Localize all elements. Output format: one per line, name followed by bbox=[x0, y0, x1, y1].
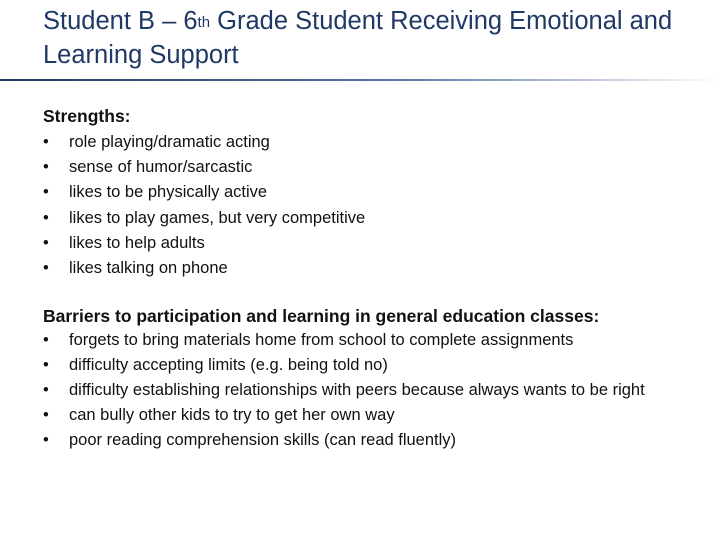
list-item-text: difficulty accepting limits (e.g. being told no) bbox=[69, 356, 388, 374]
list-item bbox=[43, 405, 683, 425]
bullet-icon: • bbox=[43, 233, 49, 252]
list-item-text: poor reading comprehension skills (can read fluently) bbox=[69, 431, 457, 449]
barriers-section bbox=[43, 306, 683, 455]
list-item bbox=[43, 430, 683, 450]
title-prefix: Student B – 6 bbox=[43, 7, 198, 35]
strengths-heading: Strengths: bbox=[43, 106, 131, 126]
slide-title bbox=[43, 4, 703, 72]
title-suffix: Grade Student Receiving Emotional and Learning Support bbox=[43, 7, 673, 69]
bullet-icon: • bbox=[43, 356, 49, 374]
strengths-list bbox=[43, 130, 683, 281]
title-superscript: th bbox=[197, 14, 211, 31]
list-item bbox=[43, 206, 683, 231]
list-item bbox=[43, 256, 683, 281]
list-item-text: likes to help adults bbox=[69, 233, 205, 252]
list-item bbox=[43, 380, 683, 400]
list-item bbox=[43, 355, 683, 375]
title-divider bbox=[0, 79, 720, 81]
list-item-text: difficulty establishing relationships with peers because always wants to be right bbox=[69, 381, 645, 399]
bullet-icon: • bbox=[43, 259, 49, 278]
bullet-icon: • bbox=[43, 208, 49, 227]
barriers-heading: Barriers to participation and learning in general education classes: bbox=[43, 306, 600, 326]
bullet-icon: • bbox=[43, 431, 49, 449]
list-item bbox=[43, 155, 683, 180]
list-item bbox=[43, 231, 683, 256]
bullet-icon: • bbox=[43, 331, 49, 349]
list-item bbox=[43, 330, 683, 350]
list-item bbox=[43, 180, 683, 205]
bullet-icon: • bbox=[43, 406, 49, 424]
list-item-text: likes to be physically active bbox=[69, 183, 268, 202]
list-item-text: sense of humor/sarcastic bbox=[69, 158, 253, 177]
list-item-text: likes to play games, but very competitive bbox=[69, 208, 366, 227]
bullet-icon: • bbox=[43, 183, 49, 202]
strengths-section bbox=[43, 106, 683, 281]
list-item-text: can bully other kids to try to get her own way bbox=[69, 406, 395, 424]
list-item-text: likes talking on phone bbox=[69, 259, 228, 278]
bullet-icon: • bbox=[43, 381, 49, 399]
bullet-icon: • bbox=[43, 158, 49, 177]
bullet-icon: • bbox=[43, 133, 49, 151]
barriers-list bbox=[43, 330, 683, 450]
list-item bbox=[43, 130, 683, 155]
list-item-text: role playing/dramatic acting bbox=[69, 133, 270, 151]
list-item-text: forgets to bring materials home from school to complete assignments bbox=[69, 331, 574, 349]
